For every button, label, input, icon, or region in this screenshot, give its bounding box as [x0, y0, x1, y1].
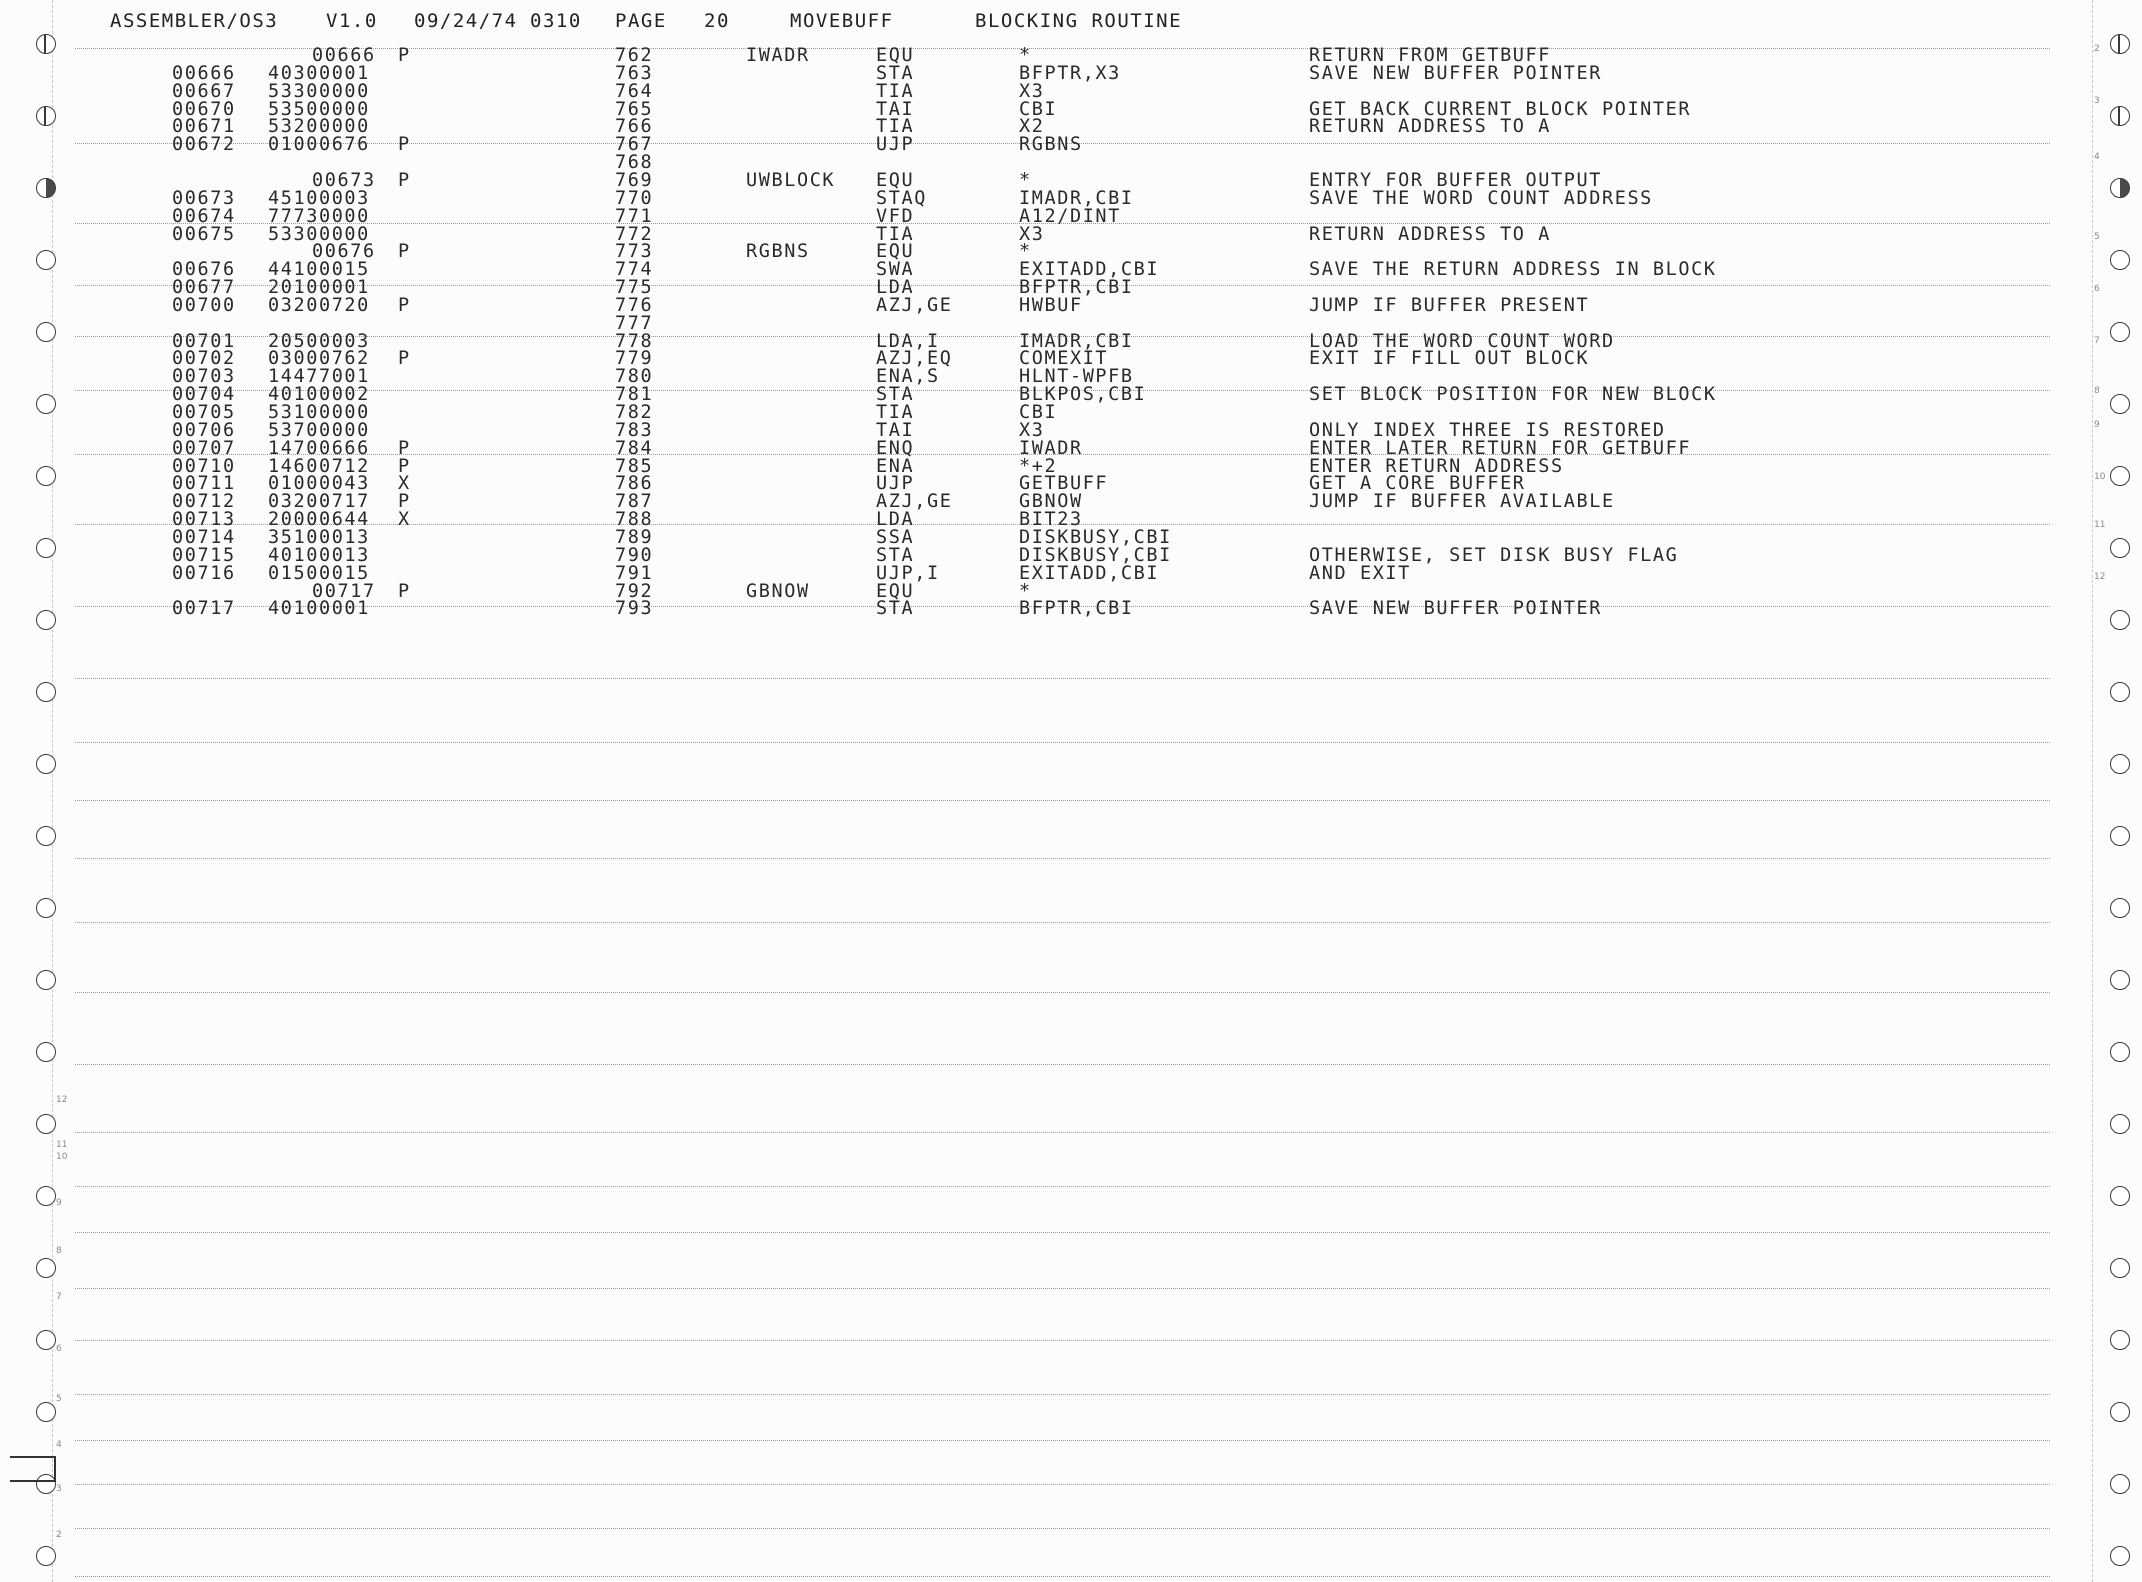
right-margin-number: 12 — [2094, 572, 2106, 582]
ruled-line — [75, 992, 2050, 993]
source-line-number: 768 — [615, 152, 654, 173]
source-label: RGBNS — [746, 241, 810, 262]
opcode: TAI — [876, 99, 915, 120]
opcode: AZJ,EQ — [876, 348, 953, 369]
operand: HLNT-WPFB — [1019, 366, 1134, 387]
opcode: LDA — [876, 277, 915, 298]
relocation-flag: P — [398, 456, 411, 477]
comment: RETURN FROM GETBUFF — [1309, 45, 1552, 66]
ruled-line — [75, 1440, 2050, 1441]
operand: EXITADD,CBI — [1019, 563, 1160, 584]
listing-row — [0, 600, 2142, 618]
tractor-hole-right — [2110, 682, 2130, 702]
source-line-number: 793 — [615, 598, 654, 619]
listing-row — [0, 136, 2142, 154]
location-counter: 00703 — [172, 366, 236, 387]
operand: *+2 — [1019, 456, 1058, 477]
source-line-number: 785 — [615, 456, 654, 477]
ruled-line — [75, 800, 2050, 801]
opcode: STA — [876, 63, 915, 84]
left-margin-number: 3 — [56, 1484, 62, 1494]
right-margin-number: 9 — [2094, 420, 2100, 430]
ruled-line — [75, 742, 2050, 743]
left-margin-number: 4 — [56, 1440, 62, 1450]
relocation-flag: P — [398, 581, 411, 602]
operand: * — [1019, 45, 1032, 66]
listing-row — [0, 297, 2142, 315]
operand: X2 — [1019, 116, 1045, 137]
object-code: 14600712 — [268, 456, 370, 477]
operand: DISKBUSY,CBI — [1019, 527, 1172, 548]
comment: GET BACK CURRENT BLOCK POINTER — [1309, 99, 1692, 120]
location-counter: 00670 — [172, 99, 236, 120]
opcode: STA — [876, 384, 915, 405]
location-counter: 00717 — [172, 598, 236, 619]
ruled-line — [75, 678, 2050, 679]
source-label: GBNOW — [746, 581, 810, 602]
source-line-number: 772 — [615, 224, 654, 245]
operand: GBNOW — [1019, 491, 1083, 512]
left-margin-number: 8 — [56, 1246, 62, 1256]
location-counter: 00714 — [172, 527, 236, 548]
source-line-number: 775 — [615, 277, 654, 298]
operand: BIT23 — [1019, 509, 1083, 530]
object-code: 00717 — [312, 581, 376, 602]
relocation-flag: P — [398, 348, 411, 369]
relocation-flag: P — [398, 45, 411, 66]
ruled-line — [75, 1132, 2050, 1133]
ruled-line — [75, 1484, 2050, 1485]
object-code: 35100013 — [268, 527, 370, 548]
right-margin-number: 5 — [2094, 232, 2100, 242]
object-code: 77730000 — [268, 206, 370, 227]
left-margin-number: 5 — [56, 1394, 62, 1404]
opcode: AZJ,GE — [876, 295, 953, 316]
location-counter: 00667 — [172, 81, 236, 102]
comment: JUMP IF BUFFER PRESENT — [1309, 295, 1590, 316]
opcode: ENA,S — [876, 366, 940, 387]
source-line-number: 788 — [615, 509, 654, 530]
ruled-line — [75, 1186, 2050, 1187]
operand: BFPTR,X3 — [1019, 63, 1121, 84]
operand: X3 — [1019, 420, 1045, 441]
operand: HWBUF — [1019, 295, 1083, 316]
comment: SAVE NEW BUFFER POINTER — [1309, 63, 1602, 84]
tractor-hole-right — [2110, 1186, 2130, 1206]
tractor-hole-left — [36, 1042, 56, 1062]
object-code: 53200000 — [268, 116, 370, 137]
tractor-hole-right — [2110, 1402, 2130, 1422]
object-code: 40100001 — [268, 598, 370, 619]
object-code: 53300000 — [268, 81, 370, 102]
comment: RETURN ADDRESS TO A — [1309, 116, 1552, 137]
opcode: VFD — [876, 206, 915, 227]
operand: IMADR,CBI — [1019, 188, 1134, 209]
right-margin-number: 11 — [2094, 520, 2106, 530]
operand: CBI — [1019, 402, 1058, 423]
relocation-flag: P — [398, 241, 411, 262]
right-margin-number: 8 — [2094, 386, 2100, 396]
object-code: 40100013 — [268, 545, 370, 566]
comment: ENTRY FOR BUFFER OUTPUT — [1309, 170, 1602, 191]
operand: DISKBUSY,CBI — [1019, 545, 1172, 566]
object-code: 44100015 — [268, 259, 370, 280]
comment: RETURN ADDRESS TO A — [1309, 224, 1552, 245]
source-line-number: 763 — [615, 63, 654, 84]
source-line-number: 779 — [615, 348, 654, 369]
page-header — [0, 10, 2142, 32]
source-label: IWADR — [746, 45, 810, 66]
left-margin-number: 12 — [56, 1095, 68, 1105]
comment: AND EXIT — [1309, 563, 1411, 584]
operand: * — [1019, 170, 1032, 191]
operand: IMADR,CBI — [1019, 331, 1134, 352]
operand: EXITADD,CBI — [1019, 259, 1160, 280]
ruled-line — [75, 922, 2050, 923]
comment: ENTER RETURN ADDRESS — [1309, 456, 1564, 477]
opcode: TIA — [876, 116, 915, 137]
location-counter: 00700 — [172, 295, 236, 316]
opcode: TIA — [876, 224, 915, 245]
left-margin-number: 2 — [56, 1530, 62, 1540]
location-counter: 00710 — [172, 456, 236, 477]
source-line-number: 780 — [615, 366, 654, 387]
opcode: AZJ,GE — [876, 491, 953, 512]
tractor-hole-right — [2110, 754, 2130, 774]
object-code: 45100003 — [268, 188, 370, 209]
operand: BFPTR,CBI — [1019, 277, 1134, 298]
location-counter: 00707 — [172, 438, 236, 459]
location-counter: 00676 — [172, 259, 236, 280]
opcode: EQU — [876, 581, 915, 602]
tractor-hole-right — [2110, 1258, 2130, 1278]
object-code: 53300000 — [268, 224, 370, 245]
source-line-number: 783 — [615, 420, 654, 441]
opcode: ENA — [876, 456, 915, 477]
relocation-flag: P — [398, 170, 411, 191]
relocation-flag: P — [398, 438, 411, 459]
relocation-flag: P — [398, 295, 411, 316]
opcode: LDA,I — [876, 331, 940, 352]
source-line-number: 764 — [615, 81, 654, 102]
operand: COMEXIT — [1019, 348, 1109, 369]
object-code: 01000043 — [268, 473, 370, 494]
source-line-number: 787 — [615, 491, 654, 512]
location-counter: 00705 — [172, 402, 236, 423]
left-margin-number: 7 — [56, 1292, 62, 1302]
tractor-hole-left — [36, 1546, 56, 1566]
left-margin-number: 10 — [56, 1152, 68, 1162]
right-margin-number: 10 — [2094, 472, 2106, 482]
source-line-number: 778 — [615, 331, 654, 352]
opcode: UJP — [876, 473, 915, 494]
source-line-number: 790 — [615, 545, 654, 566]
location-counter: 00713 — [172, 509, 236, 530]
tractor-hole-right — [2110, 826, 2130, 846]
object-code: 53700000 — [268, 420, 370, 441]
tractor-hole-right — [2110, 898, 2130, 918]
source-line-number: 770 — [615, 188, 654, 209]
tractor-hole-left — [36, 1402, 56, 1422]
source-line-number: 774 — [615, 259, 654, 280]
location-counter: 00673 — [172, 188, 236, 209]
tractor-hole-left — [36, 1330, 56, 1350]
relocation-flag: X — [398, 473, 411, 494]
routine-title: BLOCKING ROUTINE — [975, 10, 1183, 32]
comment: EXIT IF FILL OUT BLOCK — [1309, 348, 1590, 369]
left-margin-number: 9 — [56, 1198, 62, 1208]
tractor-hole-left — [36, 970, 56, 990]
ruled-line — [75, 858, 2050, 859]
object-code: 20000644 — [268, 509, 370, 530]
operand: X3 — [1019, 224, 1045, 245]
object-code: 03000762 — [268, 348, 370, 369]
object-code: 00676 — [312, 241, 376, 262]
ruled-line — [75, 1340, 2050, 1341]
ruled-line — [75, 1528, 2050, 1529]
opcode: EQU — [876, 170, 915, 191]
location-counter: 00716 — [172, 563, 236, 584]
location-counter: 00672 — [172, 134, 236, 155]
operand: CBI — [1019, 99, 1058, 120]
tractor-hole-left — [36, 1258, 56, 1278]
opcode: SSA — [876, 527, 915, 548]
comment: SAVE THE WORD COUNT ADDRESS — [1309, 188, 1653, 209]
punch-bracket-mark — [10, 1456, 56, 1482]
left-margin-number: 6 — [56, 1344, 62, 1354]
operand: RGBNS — [1019, 134, 1083, 155]
object-code: 00673 — [312, 170, 376, 191]
opcode: UJP,I — [876, 563, 940, 584]
ruled-line — [75, 1394, 2050, 1395]
location-counter: 00702 — [172, 348, 236, 369]
right-margin-number: 3 — [2094, 96, 2100, 106]
source-line-number: 769 — [615, 170, 654, 191]
source-line-number: 765 — [615, 99, 654, 120]
source-line-number: 786 — [615, 473, 654, 494]
object-code: 00666 — [312, 45, 376, 66]
module-name: MOVEBUFF — [790, 10, 894, 32]
source-line-number: 767 — [615, 134, 654, 155]
source-line-number: 766 — [615, 116, 654, 137]
page-label: PAGE — [615, 10, 667, 32]
operand: BFPTR,CBI — [1019, 598, 1134, 619]
tractor-hole-left — [36, 754, 56, 774]
location-counter: 00701 — [172, 331, 236, 352]
location-counter: 00674 — [172, 206, 236, 227]
listing-date: 09/24/74 — [414, 10, 518, 32]
object-code: 03200720 — [268, 295, 370, 316]
object-code: 03200717 — [268, 491, 370, 512]
source-label: UWBLOCK — [746, 170, 836, 191]
assembler-version: V1.0 — [326, 10, 378, 32]
ruled-line — [75, 1232, 2050, 1233]
source-line-number: 791 — [615, 563, 654, 584]
source-line-number: 784 — [615, 438, 654, 459]
comment: SAVE NEW BUFFER POINTER — [1309, 598, 1602, 619]
comment: GET A CORE BUFFER — [1309, 473, 1526, 494]
tractor-hole-right — [2110, 1474, 2130, 1494]
source-line-number: 792 — [615, 581, 654, 602]
operand: * — [1019, 581, 1032, 602]
location-counter: 00677 — [172, 277, 236, 298]
ruled-line — [75, 1064, 2050, 1065]
tractor-hole-right — [2110, 1114, 2130, 1134]
object-code: 53500000 — [268, 99, 370, 120]
object-code: 40100002 — [268, 384, 370, 405]
source-line-number: 782 — [615, 402, 654, 423]
operand: BLKPOS,CBI — [1019, 384, 1147, 405]
object-code: 40300001 — [268, 63, 370, 84]
location-counter: 00675 — [172, 224, 236, 245]
right-margin-number: 6 — [2094, 284, 2100, 294]
opcode: SWA — [876, 259, 915, 280]
location-counter: 00666 — [172, 63, 236, 84]
opcode: TIA — [876, 81, 915, 102]
assembler-name: ASSEMBLER/OS3 — [110, 10, 279, 32]
opcode: STAQ — [876, 188, 927, 209]
opcode: STA — [876, 545, 915, 566]
comment: ENTER LATER RETURN FOR GETBUFF — [1309, 438, 1692, 459]
location-counter: 00704 — [172, 384, 236, 405]
opcode: LDA — [876, 509, 915, 530]
operand: X3 — [1019, 81, 1045, 102]
tractor-hole-left — [36, 898, 56, 918]
object-code: 53100000 — [268, 402, 370, 423]
operand: GETBUFF — [1019, 473, 1109, 494]
comment: SAVE THE RETURN ADDRESS IN BLOCK — [1309, 259, 1717, 280]
opcode: UJP — [876, 134, 915, 155]
left-margin-number: 11 — [56, 1140, 68, 1150]
object-code: 01000676 — [268, 134, 370, 155]
location-counter: 00706 — [172, 420, 236, 441]
opcode: STA — [876, 598, 915, 619]
tractor-hole-left — [36, 1114, 56, 1134]
source-line-number: 776 — [615, 295, 654, 316]
operand: A12/DINT — [1019, 206, 1121, 227]
tractor-hole-left — [36, 682, 56, 702]
object-code: 01500015 — [268, 563, 370, 584]
opcode: EQU — [876, 241, 915, 262]
object-code: 20100001 — [268, 277, 370, 298]
comment: LOAD THE WORD COUNT WORD — [1309, 331, 1615, 352]
tractor-hole-right — [2110, 970, 2130, 990]
operand: * — [1019, 241, 1032, 262]
right-margin-number: 2 — [2094, 44, 2100, 54]
location-counter: 00711 — [172, 473, 236, 494]
object-code: 14700666 — [268, 438, 370, 459]
tractor-hole-left — [36, 826, 56, 846]
source-line-number: 781 — [615, 384, 654, 405]
tractor-hole-right — [2110, 1330, 2130, 1350]
opcode: EQU — [876, 45, 915, 66]
page-number: 20 — [704, 10, 730, 32]
tractor-hole-right — [2110, 1546, 2130, 1566]
opcode: ENQ — [876, 438, 915, 459]
source-line-number: 773 — [615, 241, 654, 262]
source-line-number: 771 — [615, 206, 654, 227]
operand: IWADR — [1019, 438, 1083, 459]
object-code: 14477001 — [268, 366, 370, 387]
source-line-number: 762 — [615, 45, 654, 66]
location-counter: 00671 — [172, 116, 236, 137]
comment: SET BLOCK POSITION FOR NEW BLOCK — [1309, 384, 1717, 405]
listing-time: 0310 — [530, 10, 582, 32]
relocation-flag: P — [398, 134, 411, 155]
opcode: TIA — [876, 402, 915, 423]
location-counter: 00715 — [172, 545, 236, 566]
ruled-line — [75, 1288, 2050, 1289]
tractor-hole-left — [36, 1186, 56, 1206]
object-code: 20500003 — [268, 331, 370, 352]
source-line-number: 789 — [615, 527, 654, 548]
opcode: TAI — [876, 420, 915, 441]
comment: JUMP IF BUFFER AVAILABLE — [1309, 491, 1615, 512]
ruled-line — [75, 1576, 2050, 1577]
comment: OTHERWISE, SET DISK BUSY FLAG — [1309, 545, 1679, 566]
source-line-number: 777 — [615, 313, 654, 334]
right-margin-number: 4 — [2094, 152, 2100, 162]
relocation-flag: P — [398, 491, 411, 512]
tractor-hole-right — [2110, 1042, 2130, 1062]
comment: ONLY INDEX THREE IS RESTORED — [1309, 420, 1666, 441]
location-counter: 00712 — [172, 491, 236, 512]
relocation-flag: X — [398, 509, 411, 530]
right-margin-number: 7 — [2094, 336, 2100, 346]
